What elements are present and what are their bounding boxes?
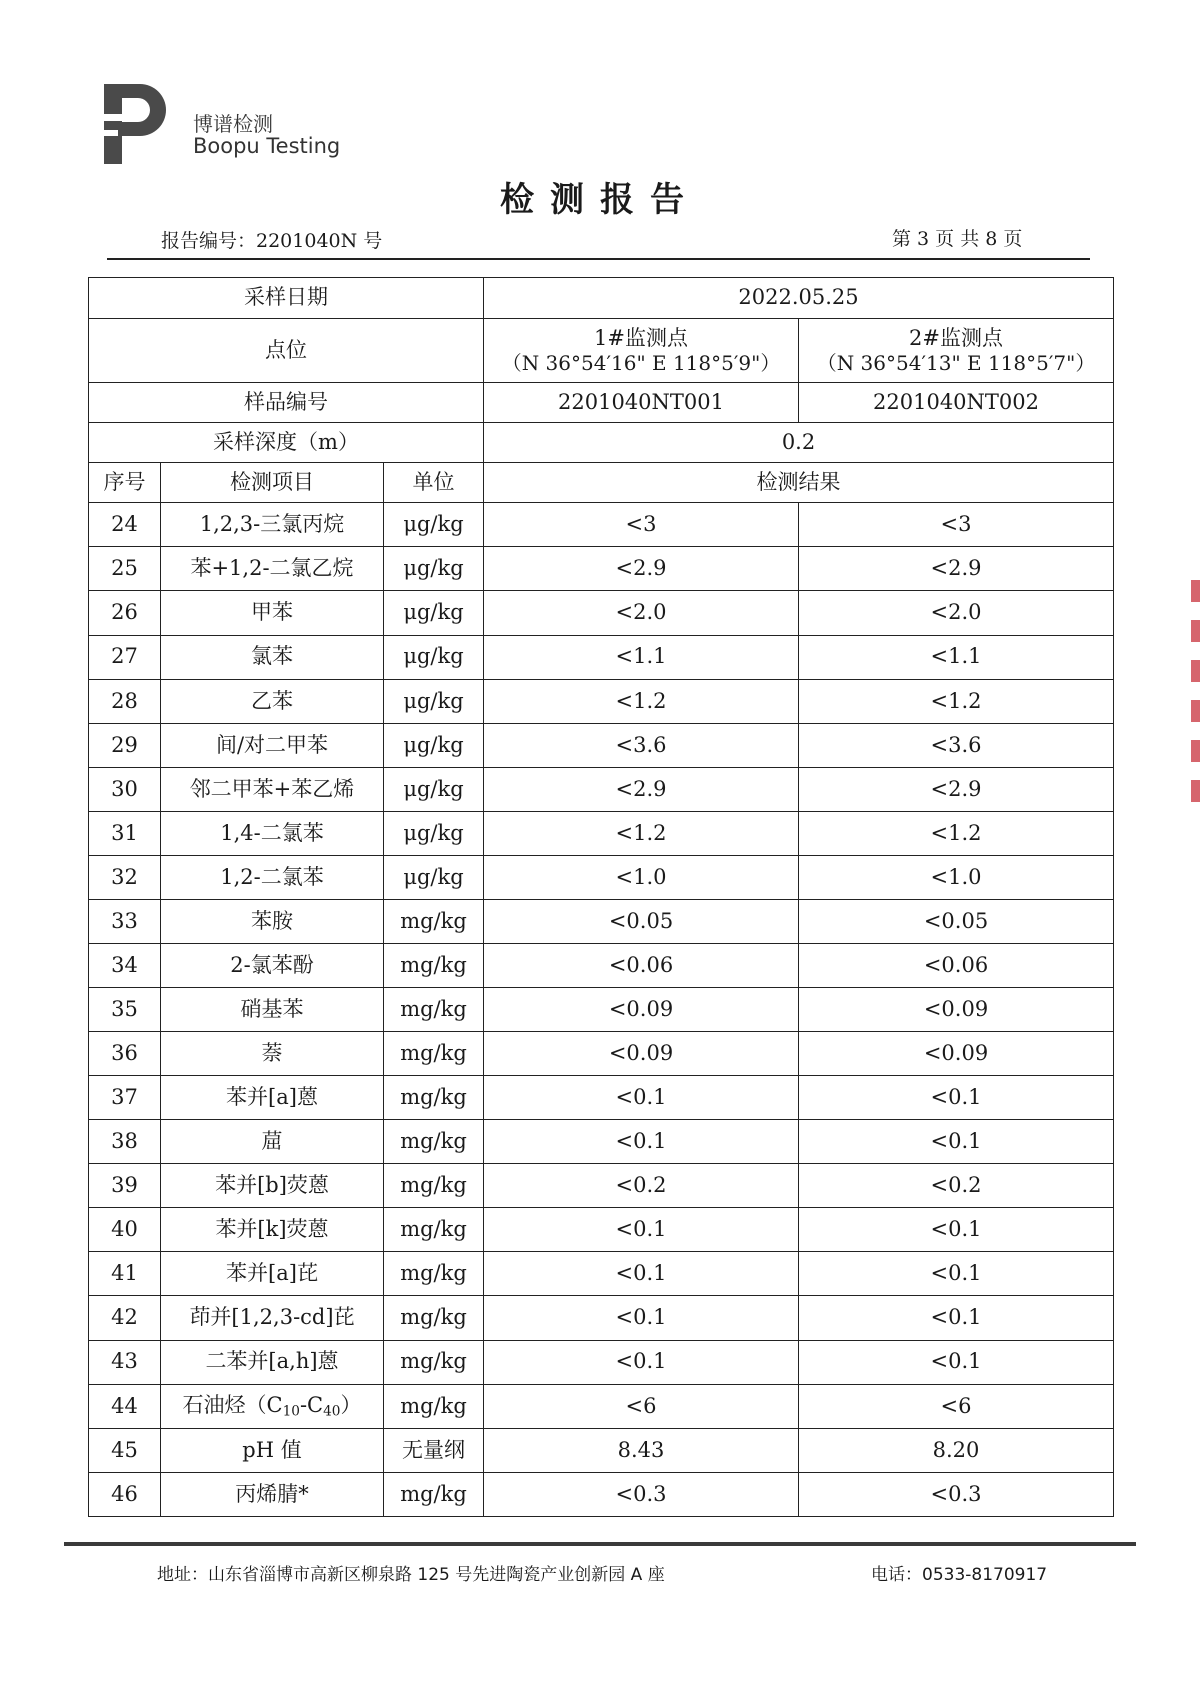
brand-name-cn: 博谱检测 [193, 112, 273, 136]
row-result-point-2: <0.1 [799, 1120, 1114, 1164]
point-1-coord: （N 36°54′16" E 118°5′9"） [501, 351, 781, 376]
row-number: 33 [89, 899, 161, 943]
table-row [89, 811, 1114, 855]
row-result-point-1: <0.06 [484, 943, 799, 987]
location-label: 点位 [89, 319, 484, 383]
subscript: 10 [282, 1403, 300, 1420]
table-row [89, 1164, 1114, 1208]
row-result-point-1: <0.2 [484, 1164, 799, 1208]
table-row [89, 1428, 1114, 1472]
location-row [89, 319, 1114, 383]
header-divider [107, 258, 1090, 260]
point-2-cell [799, 319, 1114, 383]
footer-phone: 电话：0533-8170917 [871, 1565, 1048, 1585]
sampling-date-value: 2022.05.25 [484, 278, 1114, 319]
row-item: 间/对二甲苯 [161, 723, 384, 767]
row-number: 30 [89, 767, 161, 811]
row-unit: mg/kg [384, 1252, 484, 1296]
row-result-point-2: <0.05 [799, 899, 1114, 943]
row-result-point-2: <0.1 [799, 1252, 1114, 1296]
row-result-point-1: <2.9 [484, 767, 799, 811]
row-item: 苯并[k]荧蒽 [161, 1208, 384, 1252]
row-result-point-1: <0.1 [484, 1120, 799, 1164]
depth-row [89, 423, 1114, 463]
table-row [89, 988, 1114, 1032]
row-item: 石油烃$(C_{10}-C_{40})$ [161, 1384, 384, 1428]
table-row [89, 1472, 1114, 1516]
depth-label: 采样深度（m） [89, 423, 484, 463]
row-unit: μg/kg [384, 591, 484, 635]
row-result-point-1: <1.1 [484, 635, 799, 679]
row-item: 苯+1,2-二氯乙烷 [161, 547, 384, 591]
row-item: 丙烯腈* [161, 1472, 384, 1516]
row-result-point-2: <1.0 [799, 855, 1114, 899]
row-result-point-2: <0.3 [799, 1472, 1114, 1516]
row-item: 甲苯 [161, 591, 384, 635]
boopu-logo-icon [104, 84, 168, 164]
row-number: 27 [89, 635, 161, 679]
row-unit: μg/kg [384, 855, 484, 899]
brand-name-en: Boopu Testing [193, 134, 341, 158]
results-table [88, 277, 1114, 1517]
table-row [89, 1296, 1114, 1340]
table-row [89, 1076, 1114, 1120]
sample-1-number: 2201040NT001 [484, 383, 799, 423]
sample-2-number: 2201040NT002 [799, 383, 1114, 423]
table-row [89, 503, 1114, 547]
row-result-point-1: <2.0 [484, 591, 799, 635]
row-result-point-2: <1.1 [799, 635, 1114, 679]
col-header-item: 检测项目 [161, 463, 384, 503]
results-table-body [89, 278, 1114, 1517]
row-item: pH 值 [161, 1428, 384, 1472]
col-header-result: 检测结果 [484, 463, 1114, 503]
row-result-point-2: <0.1 [799, 1076, 1114, 1120]
row-result-point-1: <6 [484, 1384, 799, 1428]
row-number: 36 [89, 1032, 161, 1076]
report-title: 检测报告 [500, 180, 700, 220]
table-row [89, 1120, 1114, 1164]
row-unit: mg/kg [384, 1296, 484, 1340]
row-item: 2-氯苯酚 [161, 943, 384, 987]
col-header-unit: 单位 [384, 463, 484, 503]
row-unit: mg/kg [384, 1472, 484, 1516]
row-item: 苯并[a]蒽 [161, 1076, 384, 1120]
row-result-point-2: <3 [799, 503, 1114, 547]
row-item: 二苯并[a,h]蒽 [161, 1340, 384, 1384]
row-unit: μg/kg [384, 723, 484, 767]
row-result-point-1: <1.2 [484, 679, 799, 723]
table-row [89, 591, 1114, 635]
row-unit: mg/kg [384, 1032, 484, 1076]
row-result-point-2: <0.1 [799, 1208, 1114, 1252]
row-number: 45 [89, 1428, 161, 1472]
table-row [89, 855, 1114, 899]
row-result-point-1: <1.0 [484, 855, 799, 899]
sample-number-label: 样品编号 [89, 383, 484, 423]
table-row [89, 1384, 1114, 1428]
row-item: 苯胺 [161, 899, 384, 943]
footer-divider [64, 1542, 1136, 1546]
sampling-date-label: 采样日期 [89, 278, 484, 319]
row-item: 乙苯 [161, 679, 384, 723]
point-1-name: 1#监测点 [594, 326, 688, 351]
row-result-point-2: <1.2 [799, 811, 1114, 855]
row-result-point-1: <3.6 [484, 723, 799, 767]
row-item: 硝基苯 [161, 988, 384, 1032]
row-result-point-2: 8.20 [799, 1428, 1114, 1472]
row-unit: mg/kg [384, 988, 484, 1032]
row-unit: mg/kg [384, 899, 484, 943]
row-unit: mg/kg [384, 1164, 484, 1208]
point-2-coord: （N 36°54′13" E 118°5′7"） [816, 351, 1096, 376]
row-result-point-2: <6 [799, 1384, 1114, 1428]
row-result-point-2: <0.06 [799, 943, 1114, 987]
row-number: 32 [89, 855, 161, 899]
page-indicator: 第 3 页 共 8 页 [892, 228, 1023, 250]
row-item: 茚并[1,2,3-cd]芘 [161, 1296, 384, 1340]
table-row [89, 767, 1114, 811]
footer-address: 地址：山东省淄博市高新区柳泉路 125 号先进陶瓷产业创新园 A 座 [157, 1565, 665, 1585]
row-result-point-1: <0.09 [484, 1032, 799, 1076]
row-result-point-1: <0.09 [484, 988, 799, 1032]
row-item: 1,2-二氯苯 [161, 855, 384, 899]
row-unit: μg/kg [384, 503, 484, 547]
row-item: 邻二甲苯+苯乙烯 [161, 767, 384, 811]
row-result-point-2: <2.0 [799, 591, 1114, 635]
row-result-point-2: <0.09 [799, 988, 1114, 1032]
row-result-point-2: <3.6 [799, 723, 1114, 767]
table-row [89, 1252, 1114, 1296]
sample-number-row [89, 383, 1114, 423]
row-unit: mg/kg [384, 1076, 484, 1120]
row-result-point-2: <0.2 [799, 1164, 1114, 1208]
table-row [89, 943, 1114, 987]
depth-value: 0.2 [484, 423, 1114, 463]
row-number: 43 [89, 1340, 161, 1384]
row-item: 1,4-二氯苯 [161, 811, 384, 855]
row-unit: 无量纲 [384, 1428, 484, 1472]
row-result-point-1: <3 [484, 503, 799, 547]
row-result-point-2: <2.9 [799, 547, 1114, 591]
row-unit: mg/kg [384, 1384, 484, 1428]
table-row [89, 547, 1114, 591]
row-number: 42 [89, 1296, 161, 1340]
row-result-point-1: <0.1 [484, 1340, 799, 1384]
row-result-point-1: <0.1 [484, 1076, 799, 1120]
row-unit: mg/kg [384, 1208, 484, 1252]
row-number: 26 [89, 591, 161, 635]
point-1-cell [484, 319, 799, 383]
row-number: 41 [89, 1252, 161, 1296]
row-number: 34 [89, 943, 161, 987]
row-result-point-2: <1.2 [799, 679, 1114, 723]
row-number: 40 [89, 1208, 161, 1252]
row-unit: μg/kg [384, 635, 484, 679]
col-header-no: 序号 [89, 463, 161, 503]
row-result-point-2: <0.1 [799, 1296, 1114, 1340]
row-item: 萘 [161, 1032, 384, 1076]
row-result-point-1: <0.05 [484, 899, 799, 943]
table-row [89, 1208, 1114, 1252]
table-row [89, 635, 1114, 679]
row-item: 䓛 [161, 1120, 384, 1164]
row-unit: mg/kg [384, 1340, 484, 1384]
row-result-point-2: <0.09 [799, 1032, 1114, 1076]
row-unit: mg/kg [384, 943, 484, 987]
row-result-point-1: <2.9 [484, 547, 799, 591]
row-result-point-2: <0.1 [799, 1340, 1114, 1384]
row-number: 31 [89, 811, 161, 855]
row-unit: μg/kg [384, 679, 484, 723]
column-header-row [89, 463, 1114, 503]
row-number: 38 [89, 1120, 161, 1164]
row-item: 苯并[a]芘 [161, 1252, 384, 1296]
point-2-name: 2#监测点 [909, 326, 1003, 351]
row-number: 37 [89, 1076, 161, 1120]
row-number: 28 [89, 679, 161, 723]
table-row [89, 899, 1114, 943]
row-result-point-1: <1.2 [484, 811, 799, 855]
row-number: 25 [89, 547, 161, 591]
row-number: 24 [89, 503, 161, 547]
table-row [89, 1340, 1114, 1384]
row-result-point-1: <0.1 [484, 1296, 799, 1340]
row-result-point-2: <2.9 [799, 767, 1114, 811]
row-unit: μg/kg [384, 811, 484, 855]
row-result-point-1: 8.43 [484, 1428, 799, 1472]
table-row [89, 1032, 1114, 1076]
row-number: 44 [89, 1384, 161, 1428]
report-number: 报告编号：2201040N 号 [161, 230, 383, 252]
row-result-point-1: <0.3 [484, 1472, 799, 1516]
sampling-date-row [89, 278, 1114, 319]
row-item: 苯并[b]荧蒽 [161, 1164, 384, 1208]
row-unit: μg/kg [384, 547, 484, 591]
row-unit: μg/kg [384, 767, 484, 811]
row-number: 46 [89, 1472, 161, 1516]
red-seal-edge [1191, 580, 1200, 810]
row-unit: mg/kg [384, 1120, 484, 1164]
row-result-point-1: <0.1 [484, 1208, 799, 1252]
row-item: 氯苯 [161, 635, 384, 679]
row-item: 1,2,3-三氯丙烷 [161, 503, 384, 547]
row-number: 39 [89, 1164, 161, 1208]
row-number: 29 [89, 723, 161, 767]
subscript: 40 [323, 1403, 341, 1420]
table-row [89, 723, 1114, 767]
table-row [89, 679, 1114, 723]
row-result-point-1: <0.1 [484, 1252, 799, 1296]
row-number: 35 [89, 988, 161, 1032]
